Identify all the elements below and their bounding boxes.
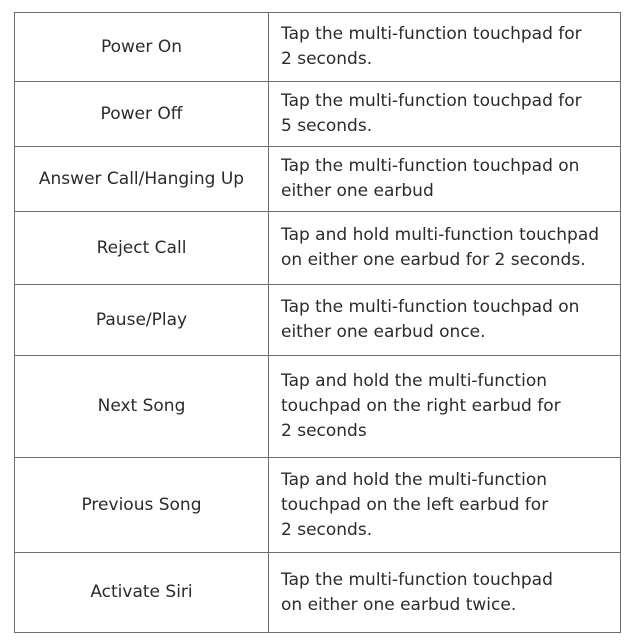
instruction-line: either one earbud: [281, 181, 434, 201]
instruction-line: Tap the multi-function touchpad for: [281, 24, 582, 44]
instruction-line: Tap and hold multi-function touchpad: [281, 225, 600, 245]
instruction-line: touchpad on the right earbud for: [281, 396, 561, 416]
instruction-cell: [269, 356, 621, 458]
instruction-cell: [269, 285, 621, 356]
controls-table: [14, 12, 621, 633]
action-cell: Power Off: [15, 82, 269, 147]
instruction-line: Tap the multi-function touchpad: [281, 569, 553, 590]
instruction-line: 2 seconds.: [281, 49, 373, 69]
instruction-line: Tap the multi-function touchpad on: [281, 156, 580, 176]
instruction-line: Tap the multi-function touchpad on: [281, 297, 580, 317]
instruction-cell: [269, 13, 621, 82]
table-row: [15, 212, 621, 285]
table-row: [15, 356, 621, 458]
action-cell: Previous Song: [15, 458, 269, 553]
action-cell: Pause/Play: [15, 285, 269, 356]
instruction-cell: [269, 147, 621, 212]
instruction-line: 5 seconds.: [281, 116, 373, 136]
action-cell: Activate Siri: [15, 553, 269, 633]
instruction-line: on either one earbud for 2 seconds.: [281, 250, 586, 270]
instruction-line: Tap the multi-function touchpad for: [281, 91, 582, 111]
table-row: [15, 458, 621, 553]
action-cell: Next Song: [15, 356, 269, 458]
instruction-line: 2 seconds.: [281, 519, 373, 540]
table-row: [15, 285, 621, 356]
instruction-line: Tap and hold the multi-function: [281, 469, 547, 490]
action-cell: Answer Call/Hanging Up: [15, 147, 269, 212]
instruction-cell: [269, 212, 621, 285]
instruction-line: 2 seconds: [281, 421, 367, 441]
instruction-line: on either one earbud twice.: [281, 594, 517, 615]
instruction-cell: [269, 553, 621, 633]
table-row: [15, 82, 621, 147]
table-row: [15, 553, 621, 633]
instruction-cell: [269, 458, 621, 553]
table-row: [15, 13, 621, 82]
instruction-line: either one earbud once.: [281, 322, 486, 342]
action-cell: Reject Call: [15, 212, 269, 285]
action-cell: Power On: [15, 13, 269, 82]
instruction-cell: [269, 82, 621, 147]
instruction-line: Tap and hold the multi-function: [281, 371, 547, 391]
table-row: [15, 147, 621, 212]
instruction-line: touchpad on the left earbud for: [281, 494, 549, 515]
